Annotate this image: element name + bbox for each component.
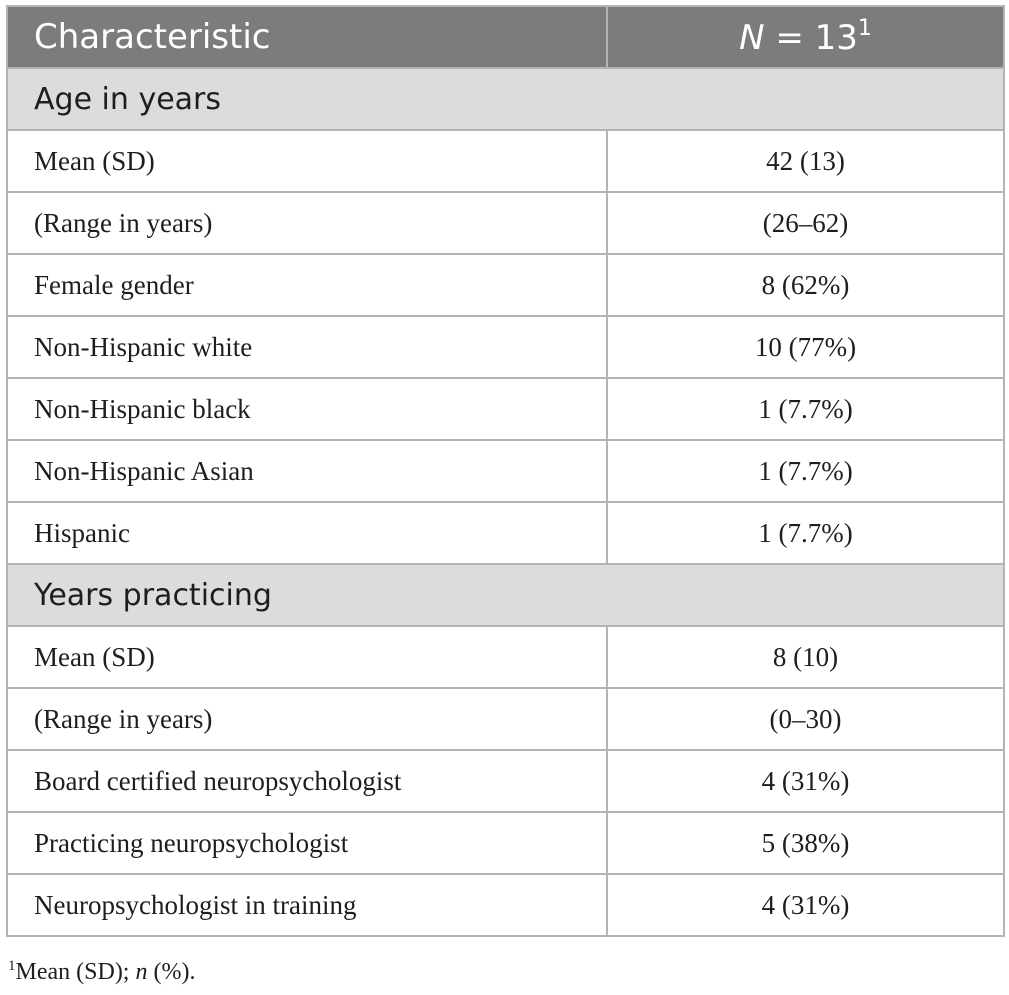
characteristics-table — [6, 5, 1005, 937]
section-title: Age in years — [7, 68, 1004, 130]
row-value: 4 (31%) — [607, 750, 1004, 812]
row-label: Non-Hispanic Asian — [7, 440, 607, 502]
row-value: 10 (77%) — [607, 316, 1004, 378]
table-row — [7, 874, 1004, 936]
section-row-age — [7, 68, 1004, 130]
row-label: Hispanic — [7, 502, 607, 564]
row-label: (Range in years) — [7, 688, 607, 750]
table-row — [7, 750, 1004, 812]
header-n-letter: N — [739, 18, 765, 58]
table-row — [7, 378, 1004, 440]
table-row — [7, 192, 1004, 254]
table-row — [7, 812, 1004, 874]
row-label: Mean (SD) — [7, 626, 607, 688]
row-label: Practicing neuropsychologist — [7, 812, 607, 874]
header-n-footnote-marker: 1 — [857, 16, 872, 41]
header-characteristic: Characteristic — [7, 6, 607, 68]
row-label: Female gender — [7, 254, 607, 316]
row-value: 8 (62%) — [607, 254, 1004, 316]
table-row — [7, 316, 1004, 378]
row-value: (26–62) — [607, 192, 1004, 254]
header-n-equals: = 13 — [764, 18, 858, 58]
row-label: Board certified neuropsychologist — [7, 750, 607, 812]
row-value: 5 (38%) — [607, 812, 1004, 874]
table-row — [7, 626, 1004, 688]
row-value: 8 (10) — [607, 626, 1004, 688]
table-row — [7, 502, 1004, 564]
row-label: Non-Hispanic white — [7, 316, 607, 378]
row-value: 1 (7.7%) — [607, 378, 1004, 440]
characteristics-table-container — [6, 5, 1003, 937]
table-row — [7, 130, 1004, 192]
table-row — [7, 688, 1004, 750]
footnote-n-italic: n — [135, 959, 148, 985]
table-footnote — [8, 958, 195, 986]
row-value: 4 (31%) — [607, 874, 1004, 936]
row-label: Neuropsychologist in training — [7, 874, 607, 936]
row-value: 1 (7.7%) — [607, 440, 1004, 502]
row-label: Mean (SD) — [7, 130, 607, 192]
table-row — [7, 254, 1004, 316]
section-row-years-practicing — [7, 564, 1004, 626]
footnote-text-after: (%). — [147, 959, 196, 985]
header-n-count — [607, 6, 1004, 68]
row-label: Non-Hispanic black — [7, 378, 607, 440]
footnote-marker: 1 — [8, 958, 16, 974]
row-label: (Range in years) — [7, 192, 607, 254]
row-value: 1 (7.7%) — [607, 502, 1004, 564]
table-header-row — [7, 6, 1004, 68]
section-title: Years practicing — [7, 564, 1004, 626]
row-value: (0–30) — [607, 688, 1004, 750]
footnote-text-before: Mean (SD); — [15, 959, 136, 985]
row-value: 42 (13) — [607, 130, 1004, 192]
table-row — [7, 440, 1004, 502]
